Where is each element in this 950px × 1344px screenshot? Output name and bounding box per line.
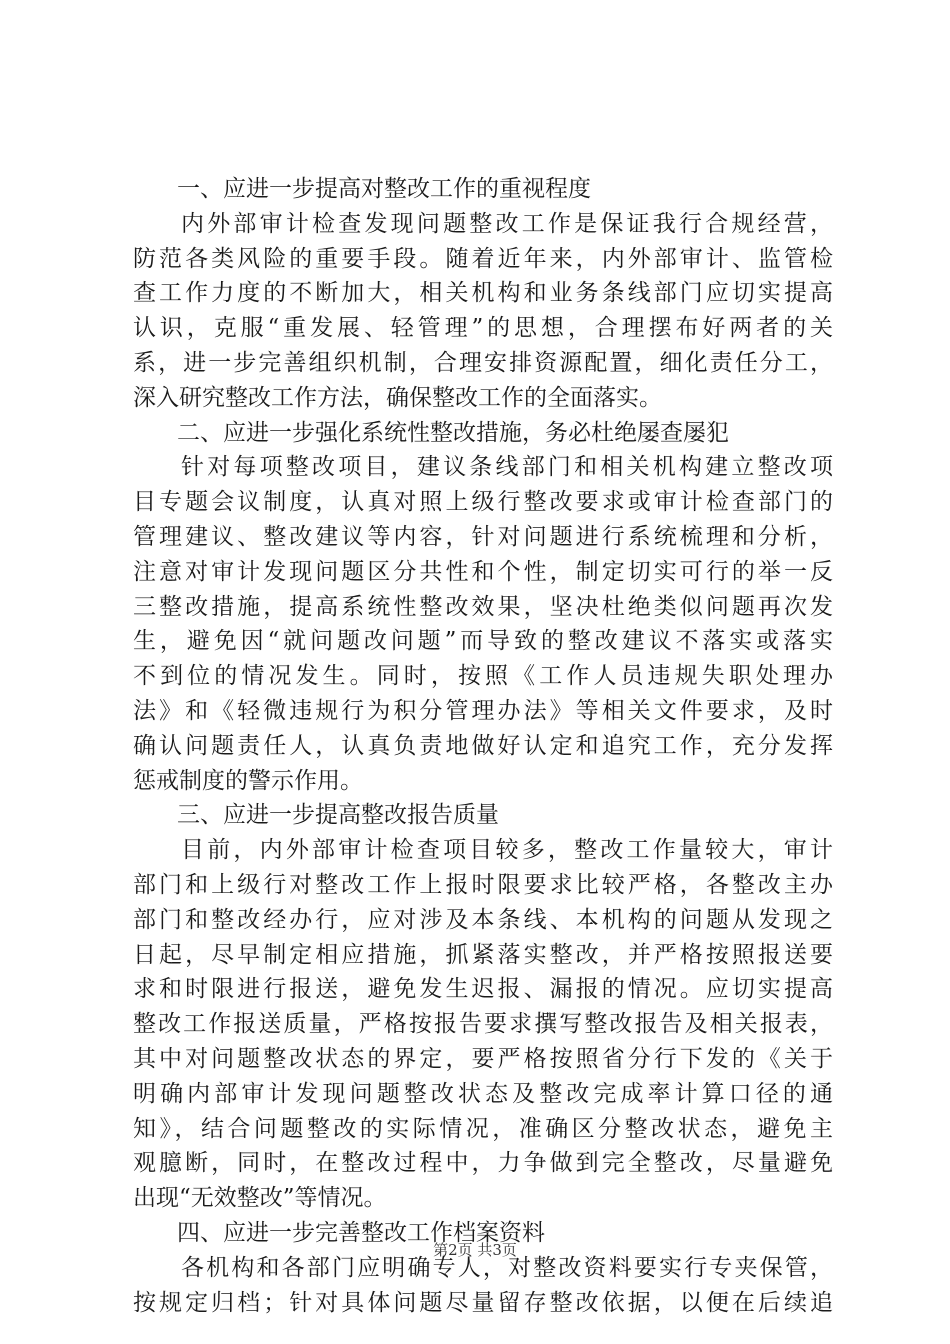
page-footer: 第2页 共3页: [433, 1241, 517, 1259]
paragraph-line: 针对每项整改项目，建议条线部门和相关机构建立整改项: [181, 454, 833, 481]
paragraph-line: 惩戒制度的警示作用。: [133, 767, 363, 794]
paragraph-line: 三整改措施，提高系统性整改效果，坚决杜绝类似问题再次发: [133, 593, 833, 620]
section-heading: 二、应进一步强化系统性整改措施，务必杜绝屡查屡犯: [177, 419, 729, 446]
paragraph-line: 注意对审计发现问题区分共性和个性，制定切实可行的举一反: [133, 558, 833, 585]
paragraph-line: 认识，克服“重发展、轻管理”的思想，合理摆布好两者的关: [133, 315, 833, 342]
paragraph-line: 查工作力度的不断加大，相关机构和业务条线部门应切实提高: [133, 280, 833, 307]
paragraph-line: 系，进一步完善组织机制，合理安排资源配置，细化责任分工，: [133, 349, 833, 376]
paragraph-line: 整改工作报送质量，严格按报告要求撰写整改报告及相关报表，: [133, 1011, 833, 1038]
paragraph-line: 管理建议、整改建议等内容，针对问题进行系统梳理和分析，: [133, 523, 833, 550]
paragraph-line: 内外部审计检查发现问题整改工作是保证我行合规经营，: [181, 210, 833, 237]
paragraph-line: 确认问题责任人，认真负责地做好认定和追究工作，充分发挥: [133, 732, 833, 759]
section-heading: 三、应进一步提高整改报告质量: [177, 802, 499, 829]
paragraph-line: 不到位的情况发生。同时，按照《工作人员违规失职处理办: [133, 663, 833, 690]
paragraph-line: 出现“无效整改”等情况。: [133, 1185, 387, 1212]
paragraph-line: 目前，内外部审计检查项目较多，整改工作量较大，审计: [181, 837, 833, 864]
paragraph-line: 目专题会议制度，认真对照上级行整改要求或审计检查部门的: [133, 489, 833, 516]
paragraph-line: 明确内部审计发现问题整改状态及整改完成率计算口径的通: [133, 1080, 833, 1107]
paragraph-line: 其中对问题整改状态的界定，要严格按照省分行下发的《关于: [133, 1045, 833, 1072]
paragraph-line: 部门和上级行对整改工作上报时限要求比较严格，各整改主办: [133, 871, 833, 898]
section-heading: 四、应进一步完善整改工作档案资料: [177, 1219, 545, 1246]
paragraph-line: 日起，尽早制定相应措施，抓紧落实整改，并严格按照报送要: [133, 941, 833, 968]
paragraph-line: 部门和整改经办行，应对涉及本条线、本机构的问题从发现之: [133, 906, 833, 933]
paragraph-line: 深入研究整改工作方法，确保整改工作的全面落实。: [133, 384, 662, 411]
paragraph-line: 各机构和各部门应明确专人，对整改资料要实行专夹保管，: [181, 1254, 833, 1281]
document-body: [133, 172, 833, 1320]
paragraph-line: 生，避免因“就问题改问题”而导致的整改建议不落实或落实: [133, 628, 833, 655]
paragraph-line: 知》，结合问题整改的实际情况，准确区分整改状态，避免主: [133, 1115, 833, 1142]
paragraph-line: 求和时限进行报送，避免发生迟报、漏报的情况。应切实提高: [133, 976, 833, 1003]
paragraph-line: 防范各类风险的重要手段。随着近年来，内外部审计、监管检: [133, 245, 833, 272]
paragraph-line: 法》和《轻微违规行为积分管理办法》等相关文件要求，及时: [133, 697, 833, 724]
paragraph-line: 观臆断，同时，在整改过程中，力争做到完全整改，尽量避免: [133, 1150, 833, 1177]
paragraph-line: 按规定归档；针对具体问题尽量留存整改依据，以便在后续追: [133, 1289, 833, 1316]
section-heading: 一、应进一步提高对整改工作的重视程度: [177, 176, 591, 202]
